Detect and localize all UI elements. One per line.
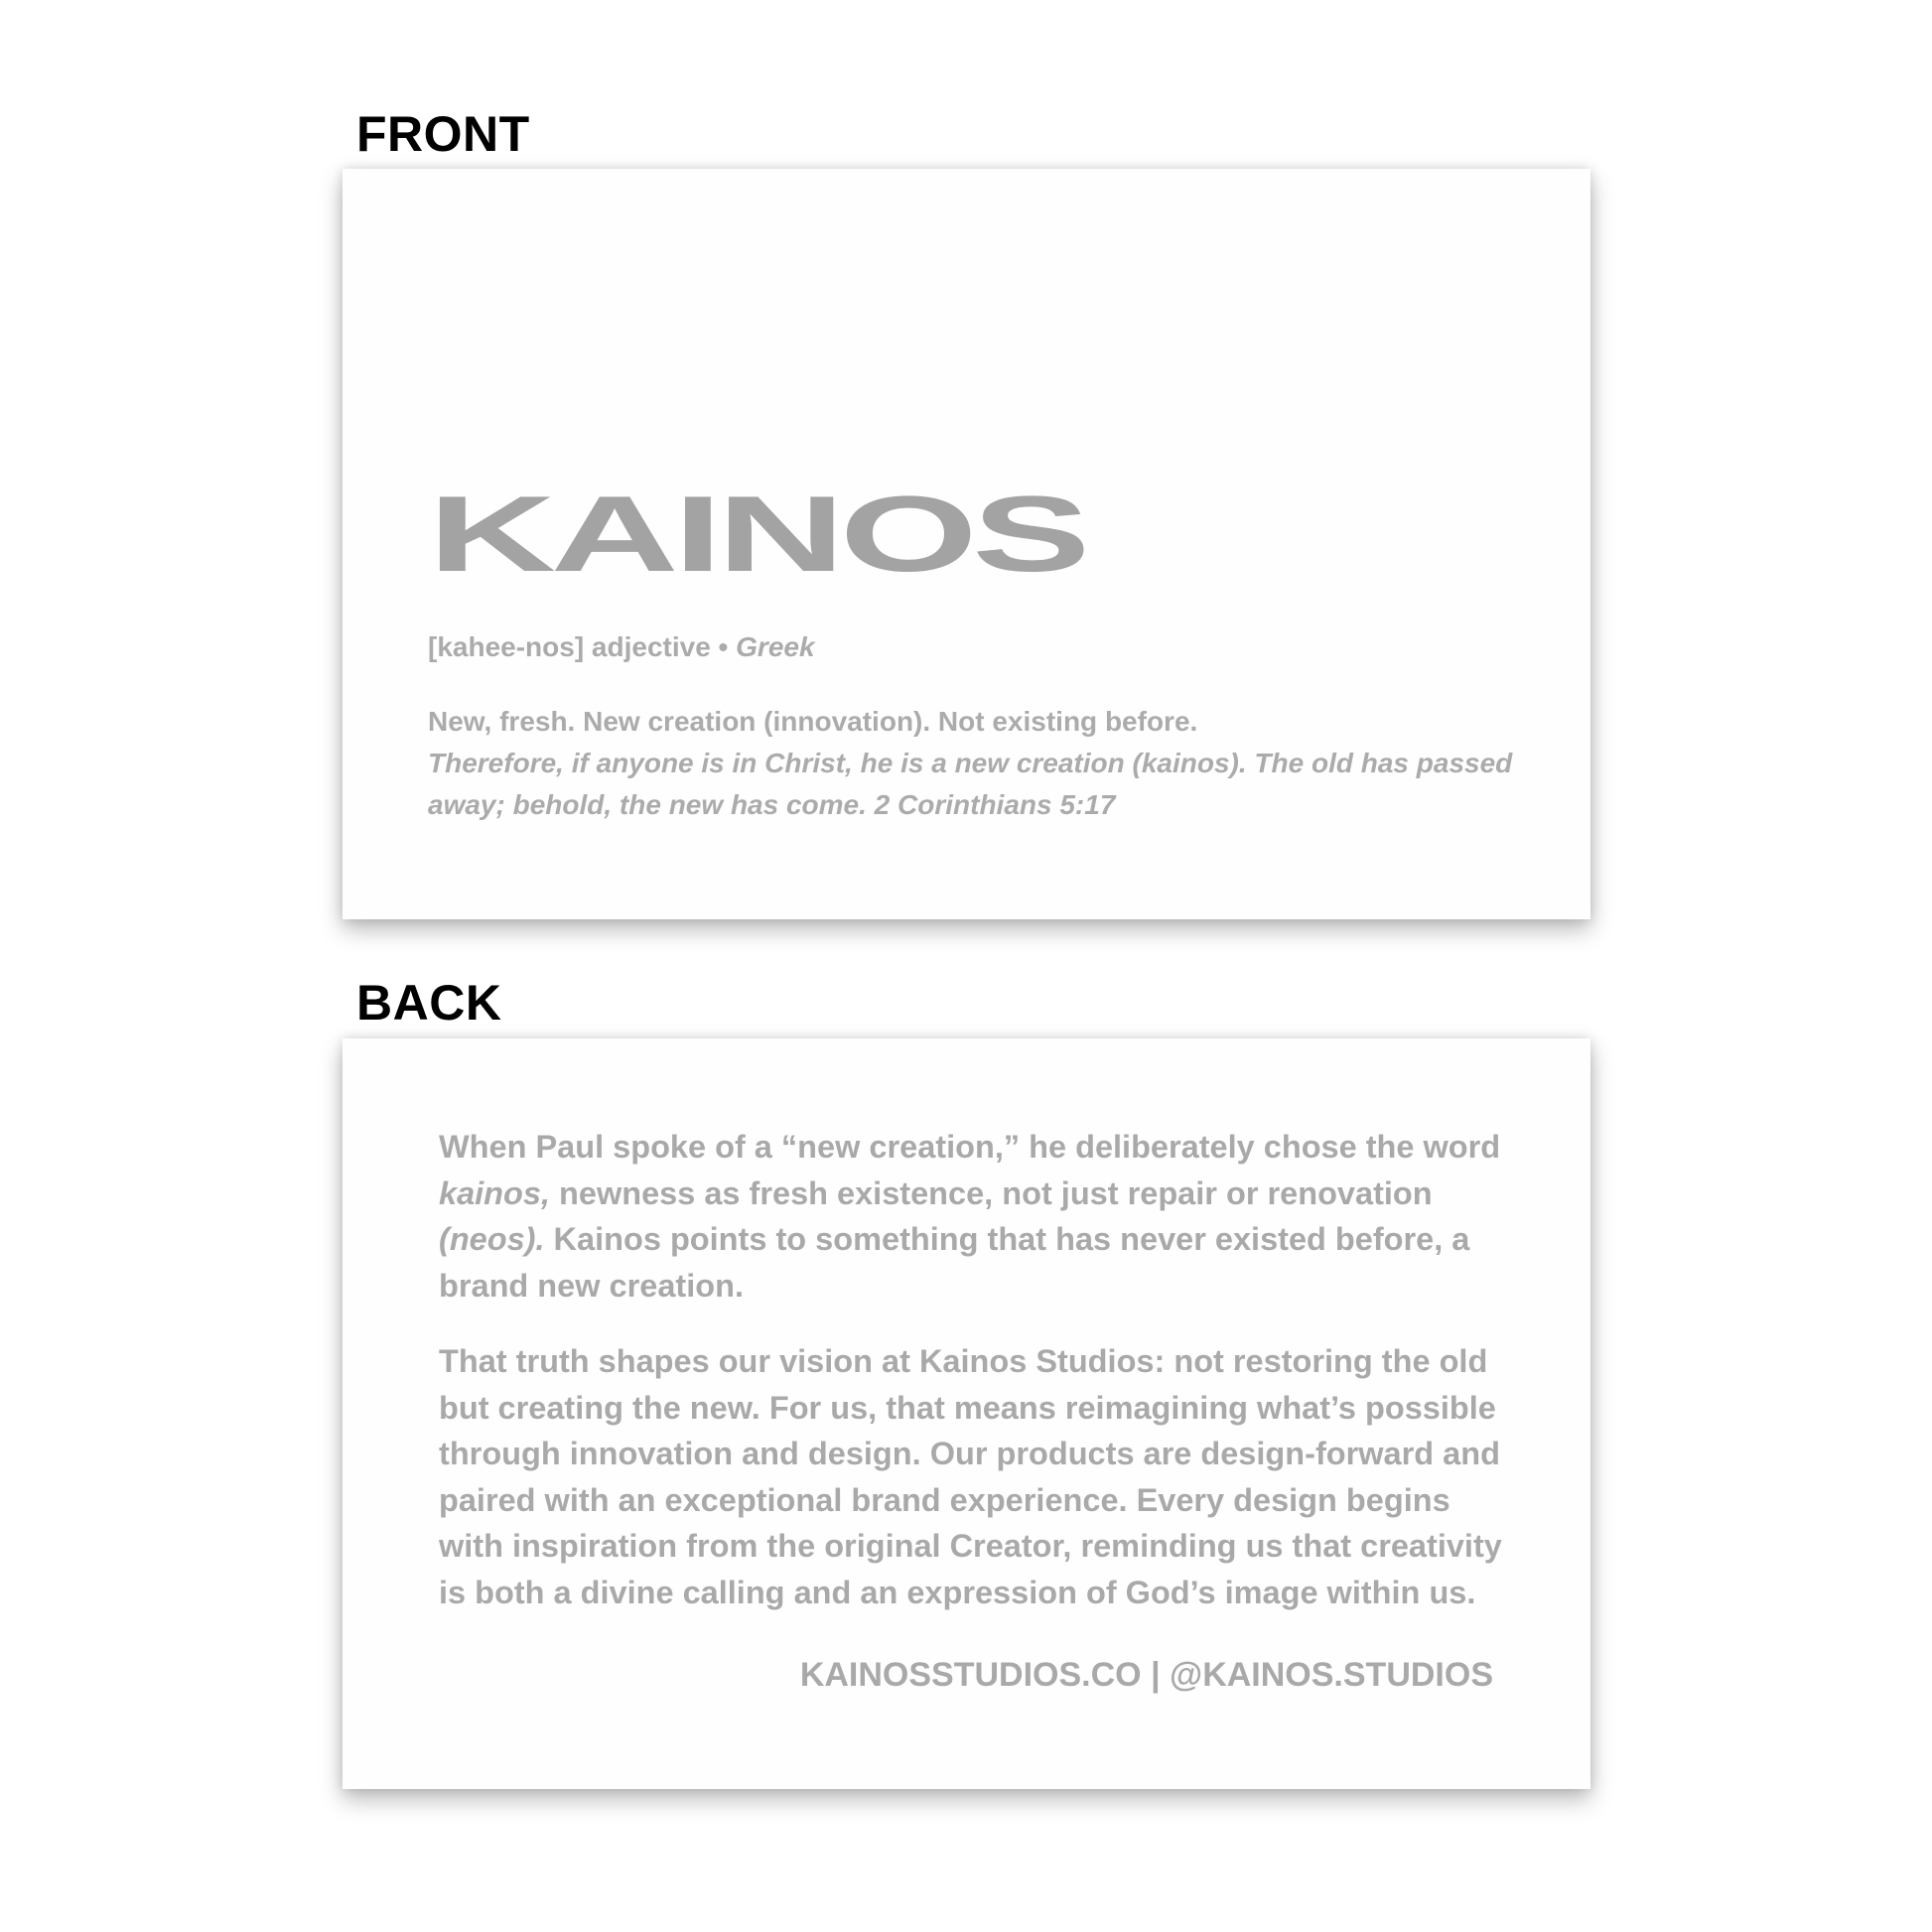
website-social-footer: KAINOSSTUDIOS.CO | @KAINOS.STUDIOS <box>799 1656 1493 1694</box>
paragraph-new-creation <box>439 1124 1511 1309</box>
front-card <box>343 169 1590 919</box>
p1-text-b: newness as fresh existence, not just repair or renovation <box>550 1174 1433 1211</box>
kainos-wordmark: KAINOS <box>428 473 1085 595</box>
paragraph-vision: That truth shapes our vision at Kainos Studios: not restoring the old but creating the new. For us, that means reimagining what’s possible through innovation and design. Our products are design-forward and paired with an exceptional brand experience. Every design begins with inspiration from the original Creator, reminding us that creativity is both a divine calling and an expression of God’s image within us. <box>439 1343 1502 1610</box>
p1-text-a: When Paul spoke of a “new creation,” he deliberately chose the word <box>439 1129 1501 1165</box>
front-label: FRONT <box>356 106 530 162</box>
scripture-verse: Therefore, if anyone is in Christ, he is a new creation (kainos). The old has passed away; behold, the new has come. 2 Corinthians 5:17 <box>428 748 1513 820</box>
pronunciation: [kahee-nos] adjective • <box>428 631 737 662</box>
kainos-emphasis: kainos, <box>439 1174 550 1211</box>
back-label: BACK <box>356 975 502 1031</box>
origin-language: Greek <box>736 631 815 662</box>
back-card <box>343 1038 1590 1789</box>
pronunciation-line <box>428 631 815 663</box>
definition-block <box>428 701 1520 826</box>
neos-emphasis: (neos). <box>439 1221 545 1257</box>
p1-text-c: Kainos points to something that has never existed before, a brand new creation. <box>439 1221 1470 1304</box>
back-body <box>439 1124 1511 1615</box>
definition-text: New, fresh. New creation (innovation). Not existing before. <box>428 706 1198 737</box>
